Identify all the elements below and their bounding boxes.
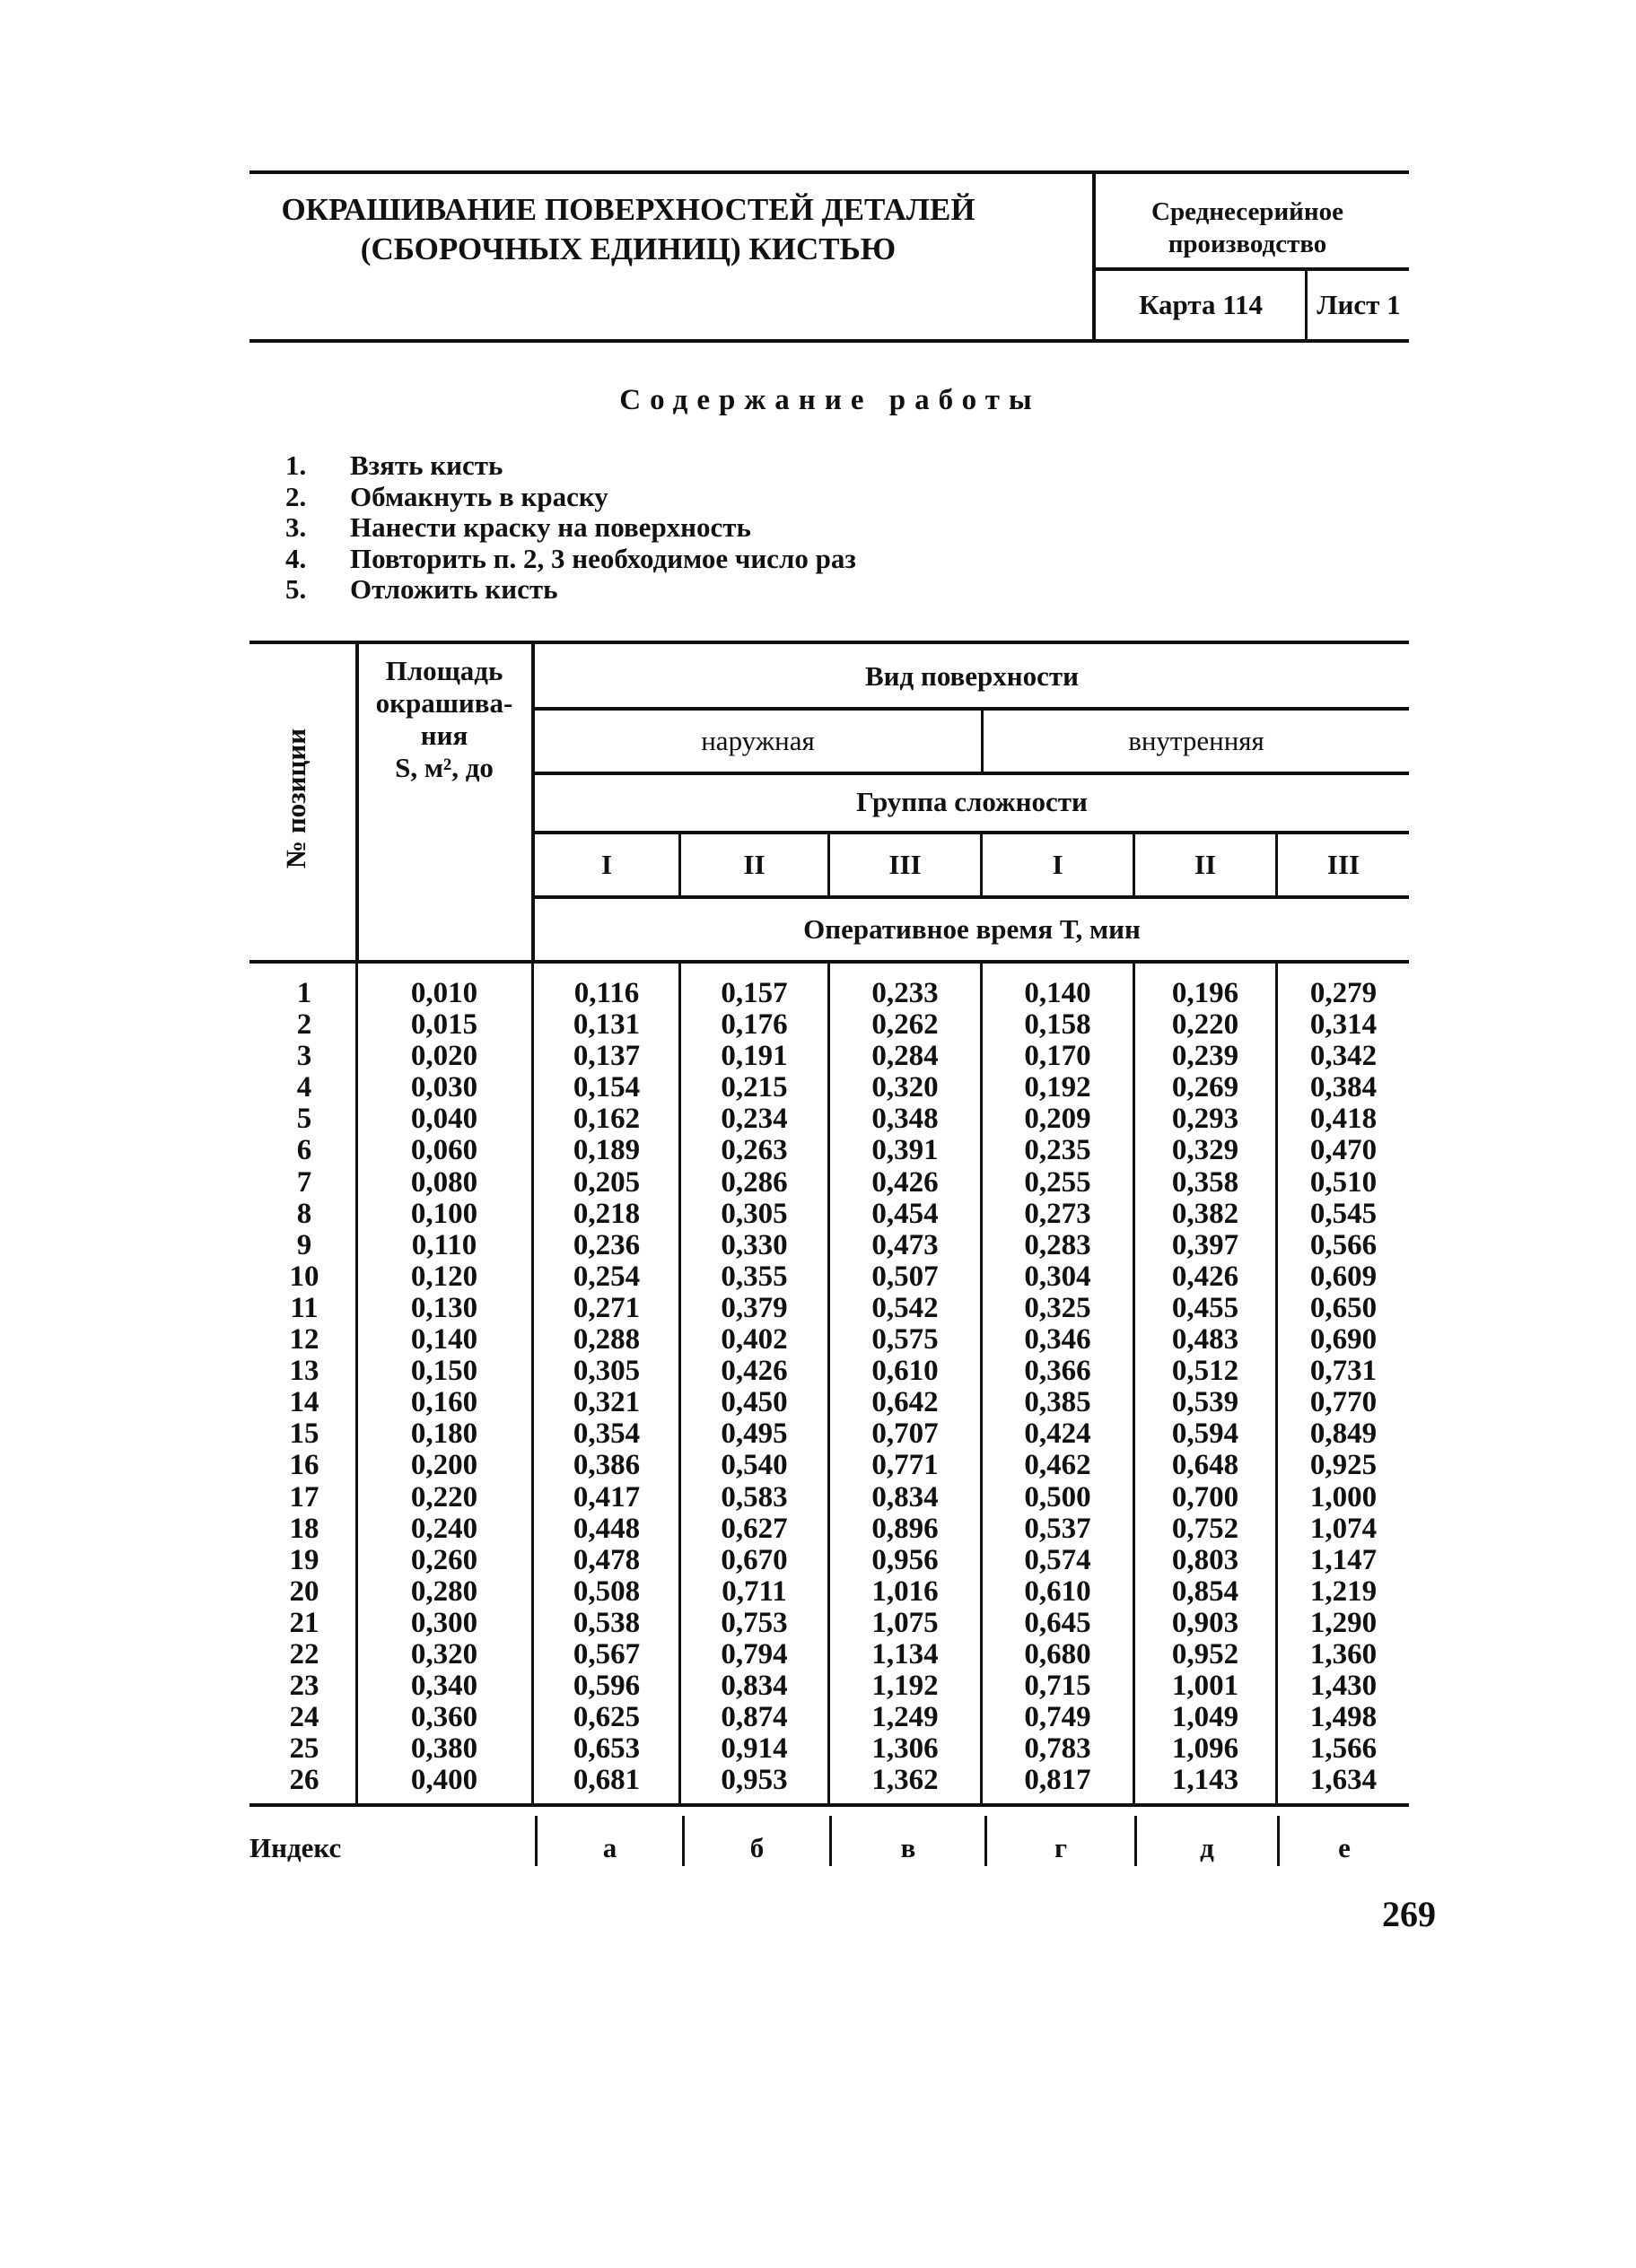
table-cell: 1,362: [871, 1764, 939, 1797]
table-cell: 0,239: [1171, 1040, 1239, 1073]
time-column-outer-2: [681, 978, 827, 1796]
table-cell: 0,426: [871, 1165, 939, 1199]
table-cell: 0,340: [410, 1670, 478, 1703]
table-cell: 0,080: [410, 1165, 478, 1199]
table-cell: 0,609: [1309, 1260, 1378, 1293]
table-cell: 1,290: [1309, 1606, 1378, 1639]
table-cell: 0,366: [1024, 1355, 1091, 1388]
header-bottom-rule: [249, 339, 1409, 343]
table-cell: 0,191: [721, 1040, 788, 1073]
step-text: Повторить п. 2, 3 необходимое число раз: [350, 542, 856, 574]
table-cell: 0,158: [1024, 1008, 1091, 1042]
index-cell: д: [1200, 1832, 1214, 1863]
table-cell: 0,286: [721, 1165, 788, 1199]
area-header-line4: S, м², до: [395, 752, 494, 783]
work-step: [285, 574, 856, 606]
group-header: I: [600, 849, 613, 880]
table-cell: 0,817: [1024, 1764, 1091, 1797]
table-cell: 0,418: [1309, 1103, 1378, 1136]
table-cell: 26: [289, 1764, 319, 1797]
table-cell: 1,219: [1309, 1575, 1378, 1608]
step-text: Обмакнуть в краску: [350, 480, 608, 512]
table-cell: 0,150: [410, 1355, 478, 1388]
surface-type-header: Вид поверхности: [864, 660, 1079, 692]
table-cell: 0,642: [871, 1386, 939, 1419]
table-body-bottom-rule: [249, 1803, 1409, 1807]
table-cell: 0,215: [721, 1071, 788, 1104]
table-cell: 0,454: [871, 1197, 939, 1230]
table-cell: 0,771: [871, 1449, 939, 1482]
table-cell: 0,382: [1171, 1197, 1239, 1230]
table-cell: 0,537: [1024, 1512, 1091, 1545]
position-column: [253, 978, 355, 1796]
table-cell: 0,426: [721, 1355, 788, 1388]
table-cell: 0,325: [1024, 1291, 1091, 1324]
table-cell: 0,794: [721, 1637, 788, 1670]
table-cell: 0,180: [410, 1418, 478, 1451]
table-cell: 0,196: [1171, 977, 1239, 1009]
table-rule-time: [533, 895, 1409, 899]
table-cell: 0,610: [871, 1355, 939, 1388]
table-cell: 0,854: [1171, 1575, 1239, 1608]
table-cell: 1,096: [1171, 1732, 1239, 1766]
table-cell: 0,402: [721, 1323, 788, 1356]
index-cell: г: [1054, 1832, 1068, 1863]
table-cell: 1,147: [1309, 1543, 1378, 1576]
table-cell: 18: [289, 1512, 319, 1545]
table-cell: 0,545: [1309, 1197, 1378, 1230]
work-step: [285, 512, 856, 544]
table-cell: 0,260: [410, 1543, 478, 1576]
table-cell: 0,060: [410, 1134, 478, 1167]
table-cell: 0,305: [573, 1355, 641, 1388]
table-cell: 0,288: [573, 1323, 641, 1356]
table-cell: 0,137: [573, 1040, 641, 1073]
table-cell: 0,874: [721, 1701, 788, 1734]
table-cell: 0,384: [1309, 1071, 1378, 1104]
table-cell: 0,731: [1309, 1355, 1378, 1388]
table-cell: 0,473: [871, 1228, 939, 1261]
table-cell: 10: [289, 1260, 319, 1293]
table-cell: 0,283: [1024, 1228, 1091, 1261]
table-cell: 1,306: [871, 1732, 939, 1766]
table-cell: 0,834: [871, 1480, 939, 1513]
table-cell: 0,130: [410, 1291, 478, 1324]
table-cell: 0,271: [573, 1291, 641, 1324]
sheet-number: Лист 1: [1317, 289, 1401, 320]
area-header-line3: ния: [420, 720, 468, 751]
area-header-line1: Площадь: [385, 655, 503, 686]
table-cell: 0,040: [410, 1103, 478, 1136]
index-label: Индекс: [249, 1832, 342, 1863]
table-cell: 0,749: [1024, 1701, 1091, 1734]
table-cell: 0,255: [1024, 1165, 1091, 1199]
table-cell: 0,575: [871, 1323, 939, 1356]
table-cell: 0,426: [1171, 1260, 1239, 1293]
table-cell: 1,001: [1171, 1670, 1239, 1703]
table-cell: 23: [289, 1670, 319, 1703]
table-cell: 0,715: [1024, 1670, 1091, 1703]
table-cell: 1,430: [1309, 1670, 1378, 1703]
table-cell: 0,625: [573, 1701, 641, 1734]
table-cell: 0,110: [411, 1228, 477, 1261]
table-cell: 24: [289, 1701, 319, 1734]
step-number: 1.: [285, 449, 307, 481]
table-cell: 0,321: [573, 1386, 641, 1419]
table-cell: 0,849: [1309, 1418, 1378, 1451]
table-cell: 1,360: [1309, 1637, 1378, 1670]
table-cell: 0,329: [1171, 1134, 1239, 1167]
table-cell: 0,500: [1024, 1480, 1091, 1513]
table-cell: 0,100: [410, 1197, 478, 1230]
table-body-divider: [531, 962, 534, 1805]
table-cell: 0,495: [721, 1418, 788, 1451]
table-cell: 21: [289, 1606, 319, 1639]
table-cell: 0,220: [410, 1480, 478, 1513]
table-cell: 0,192: [1024, 1071, 1091, 1104]
table-cell: 0,539: [1171, 1386, 1239, 1419]
table-cell: 0,538: [573, 1606, 641, 1639]
index-cell: в: [900, 1832, 916, 1863]
position-number-header: № позиции: [280, 728, 311, 869]
table-cell: 0,176: [721, 1008, 788, 1042]
table-cell: 0,330: [721, 1228, 788, 1261]
table-cell: 0,566: [1309, 1228, 1378, 1261]
table-cell: 0,358: [1171, 1165, 1239, 1199]
group-header: II: [1194, 849, 1217, 880]
table-cell: 0,305: [721, 1197, 788, 1230]
table-cell: 0,417: [573, 1480, 641, 1513]
table-cell: 0,205: [573, 1165, 641, 1199]
table-cell: 6: [296, 1134, 312, 1167]
table-cell: 0,189: [573, 1134, 641, 1167]
table-cell: 0,354: [573, 1418, 641, 1451]
header-production-rule: [1094, 267, 1409, 271]
table-cell: 16: [289, 1449, 319, 1482]
table-cell: 0,355: [721, 1260, 788, 1293]
index-cell: е: [1338, 1832, 1351, 1863]
table-cell: 0,462: [1024, 1449, 1091, 1482]
time-column-inner-2: [1135, 978, 1275, 1796]
table-cell: 1,192: [871, 1670, 939, 1703]
table-cell: 0,030: [410, 1071, 478, 1104]
table-cell: 0,342: [1309, 1040, 1378, 1073]
table-cell: 0,010: [410, 977, 478, 1009]
table-cell: 0,583: [721, 1480, 788, 1513]
table-cell: 4: [296, 1071, 312, 1104]
work-step: [285, 544, 856, 575]
production-type-line2: производство: [1168, 230, 1327, 258]
table-cell: 0,648: [1171, 1449, 1239, 1482]
table-cell: 25: [289, 1732, 319, 1766]
table-cell: 1,566: [1309, 1732, 1378, 1766]
table-cell: 0,956: [871, 1543, 939, 1576]
table-cell: 1,016: [871, 1575, 939, 1608]
table-cell: 0,386: [573, 1449, 641, 1482]
production-type: [1095, 196, 1400, 260]
area-header-line2: окрашива-: [375, 687, 513, 719]
table-cell: 1,249: [871, 1701, 939, 1734]
table-cell: 15: [289, 1418, 319, 1451]
table-cell: 0,279: [1309, 977, 1378, 1009]
table-cell: 1: [296, 977, 312, 1009]
group-header: II: [743, 849, 766, 880]
table-cell: 0,680: [1024, 1637, 1091, 1670]
table-cell: 8: [296, 1197, 312, 1230]
table-cell: 0,783: [1024, 1732, 1091, 1766]
table-cell: 19: [289, 1543, 319, 1576]
table-cell: 0,170: [1024, 1040, 1091, 1073]
time-column-inner-1: [983, 978, 1133, 1796]
table-cell: 0,753: [721, 1606, 788, 1639]
production-type-line1: Среднесерийное: [1151, 197, 1343, 226]
table-cell: 0,478: [573, 1543, 641, 1576]
table-cell: 0,235: [1024, 1134, 1091, 1167]
table-cell: 0,220: [1171, 1008, 1239, 1042]
page-number: 269: [1382, 1894, 1436, 1934]
table-cell: 0,542: [871, 1291, 939, 1324]
table-cell: 14: [289, 1386, 319, 1419]
work-step: [285, 450, 856, 482]
table-cell: 3: [296, 1040, 312, 1073]
table-cell: 0,455: [1171, 1291, 1239, 1324]
table-cell: 0,348: [871, 1103, 939, 1136]
table-cell: 1,074: [1309, 1512, 1378, 1545]
table-cell: 0,233: [871, 977, 939, 1009]
table-cell: 22: [289, 1637, 319, 1670]
work-step: [285, 482, 856, 513]
table-cell: 0,700: [1171, 1480, 1239, 1513]
table-cell: 13: [289, 1355, 319, 1388]
table-cell: 0,574: [1024, 1543, 1091, 1576]
table-cell: 0,314: [1309, 1008, 1378, 1042]
table-cell: 0,483: [1171, 1323, 1239, 1356]
group-header: I: [1052, 849, 1063, 880]
table-cell: 0,240: [410, 1512, 478, 1545]
table-cell: 7: [296, 1165, 312, 1199]
table-cell: 0,594: [1171, 1418, 1239, 1451]
table-cell: 0,752: [1171, 1512, 1239, 1545]
table-cell: 11: [290, 1291, 319, 1324]
table-cell: 0,903: [1171, 1606, 1239, 1639]
table-cell: 1,498: [1309, 1701, 1378, 1734]
time-column-outer-1: [535, 978, 678, 1796]
table-cell: 0,397: [1171, 1228, 1239, 1261]
card-number: Карта 114: [1138, 289, 1264, 320]
table-cell: 0,952: [1171, 1637, 1239, 1670]
table-cell: 0,448: [573, 1512, 641, 1545]
work-content-heading: Содержание работы: [619, 384, 1041, 416]
group-header: III: [1326, 849, 1360, 880]
table-cell: 0,510: [1309, 1165, 1378, 1199]
table-cell: 0,391: [871, 1134, 939, 1167]
table-cell: 0,507: [871, 1260, 939, 1293]
table-cell: 0,925: [1309, 1449, 1378, 1482]
table-cell: 0,770: [1309, 1386, 1378, 1419]
step-text: Взять кисть: [350, 449, 503, 481]
table-cell: 0,320: [410, 1637, 478, 1670]
table-cell: 0,320: [871, 1071, 939, 1104]
table-cell: 0,450: [721, 1386, 788, 1419]
group-header: III: [888, 849, 922, 880]
table-cell: 0,346: [1024, 1323, 1091, 1356]
area-column: [357, 978, 531, 1796]
table-cell: 0,200: [410, 1449, 478, 1482]
table-cell: 0,567: [573, 1637, 641, 1670]
table-cell: 0,015: [410, 1008, 478, 1042]
table-cell: 0,131: [573, 1008, 641, 1042]
step-number: 4.: [285, 542, 307, 574]
index-cell: а: [602, 1832, 617, 1863]
table-cell: 0,645: [1024, 1606, 1091, 1639]
table-rule-outer-inner: [533, 772, 1409, 775]
table-cell: 0,424: [1024, 1418, 1091, 1451]
area-header: [357, 655, 531, 784]
table-cell: 0,896: [871, 1512, 939, 1545]
operative-time-header: Оперативное время Т, мин: [803, 913, 1141, 945]
table-cell: 1,049: [1171, 1701, 1239, 1734]
table-cell: 0,650: [1309, 1291, 1378, 1324]
table-cell: 0,273: [1024, 1197, 1091, 1230]
table-cell: 0,262: [871, 1008, 939, 1042]
step-number: 5.: [285, 573, 307, 605]
header-card-divider: [1305, 269, 1308, 343]
table-cell: 0,707: [871, 1418, 939, 1451]
table-cell: 1,134: [871, 1637, 939, 1670]
complexity-group-header: Группа сложности: [856, 786, 1088, 817]
table-cell: 0,803: [1171, 1543, 1239, 1576]
table-cell: 0,209: [1024, 1103, 1091, 1136]
table-cell: 1,634: [1309, 1764, 1378, 1797]
table-cell: 0,508: [573, 1575, 641, 1608]
table-cell: 0,280: [410, 1575, 478, 1608]
table-cell: 0,653: [573, 1732, 641, 1766]
table-cell: 0,160: [410, 1386, 478, 1419]
table-cell: 1,000: [1309, 1480, 1378, 1513]
table-cell: 0,140: [410, 1323, 478, 1356]
table-cell: 9: [296, 1228, 312, 1261]
table-cell: 0,254: [573, 1260, 641, 1293]
inner-surface-header: внутренняя: [1128, 725, 1264, 756]
step-text: Отложить кисть: [350, 573, 558, 605]
table-cell: 5: [296, 1103, 312, 1136]
table-rule-surface: [533, 707, 1409, 711]
table-cell: 0,670: [721, 1543, 788, 1576]
table-cell: 0,236: [573, 1228, 641, 1261]
table-cell: 0,400: [410, 1764, 478, 1797]
table-cell: 0,385: [1024, 1386, 1091, 1419]
table-cell: 0,269: [1171, 1071, 1239, 1104]
table-cell: 1,143: [1171, 1764, 1239, 1797]
table-cell: 17: [289, 1480, 319, 1513]
outer-surface-header: наружная: [701, 725, 815, 756]
table-cell: 0,300: [410, 1606, 478, 1639]
table-cell: 0,596: [573, 1670, 641, 1703]
table-cell: 0,681: [573, 1764, 641, 1797]
table-cell: 0,360: [410, 1701, 478, 1734]
table-cell: 0,157: [721, 977, 788, 1009]
table-cell: 0,914: [721, 1732, 788, 1766]
table-cell: 0,690: [1309, 1323, 1378, 1356]
document-title-line1: ОКРАШИВАНИЕ ПОВЕРХНОСТЕЙ ДЕТАЛЕЙ: [281, 192, 975, 227]
table-cell: 12: [289, 1323, 319, 1356]
table-cell: 0,263: [721, 1134, 788, 1167]
table-cell: 0,234: [721, 1103, 788, 1136]
document-title-line2: (СБОРОЧНЫХ ЕДИНИЦ) КИСТЬЮ: [360, 231, 897, 266]
document-title: [269, 190, 987, 269]
step-text: Нанести краску на поверхность: [350, 511, 751, 543]
step-number: 3.: [285, 511, 307, 543]
index-cell: б: [749, 1832, 765, 1863]
time-column-inner-3: [1278, 978, 1409, 1796]
table-top-rule: [249, 641, 1409, 644]
table-cell: 0,834: [721, 1670, 788, 1703]
table-cell: 0,610: [1024, 1575, 1091, 1608]
step-number: 2.: [285, 480, 307, 512]
table-cell: 0,120: [410, 1260, 478, 1293]
table-cell: 0,304: [1024, 1260, 1091, 1293]
table-cell: 0,140: [1024, 977, 1091, 1009]
table-cell: 0,154: [573, 1071, 641, 1104]
table-cell: 0,116: [573, 977, 640, 1009]
table-cell: 2: [296, 1008, 312, 1042]
table-cell: 0,020: [410, 1040, 478, 1073]
table-cell: 0,627: [721, 1512, 788, 1545]
header-top-rule: [249, 170, 1409, 174]
table-cell: 0,512: [1171, 1355, 1239, 1388]
time-column-outer-3: [830, 978, 980, 1796]
table-cell: 0,470: [1309, 1134, 1378, 1167]
table-cell: 0,293: [1171, 1103, 1239, 1136]
table-cell: 0,380: [410, 1732, 478, 1766]
work-steps-list: [285, 450, 856, 606]
table-cell: 0,953: [721, 1764, 788, 1797]
table-cell: 1,075: [871, 1606, 939, 1639]
table-cell: 0,162: [573, 1103, 641, 1136]
table-cell: 20: [289, 1575, 319, 1608]
table-cell: 0,540: [721, 1449, 788, 1482]
table-cell: 0,711: [722, 1575, 787, 1608]
table-cell: 0,218: [573, 1197, 641, 1230]
table-cell: 0,284: [871, 1040, 939, 1073]
table-cell: 0,379: [721, 1291, 788, 1324]
